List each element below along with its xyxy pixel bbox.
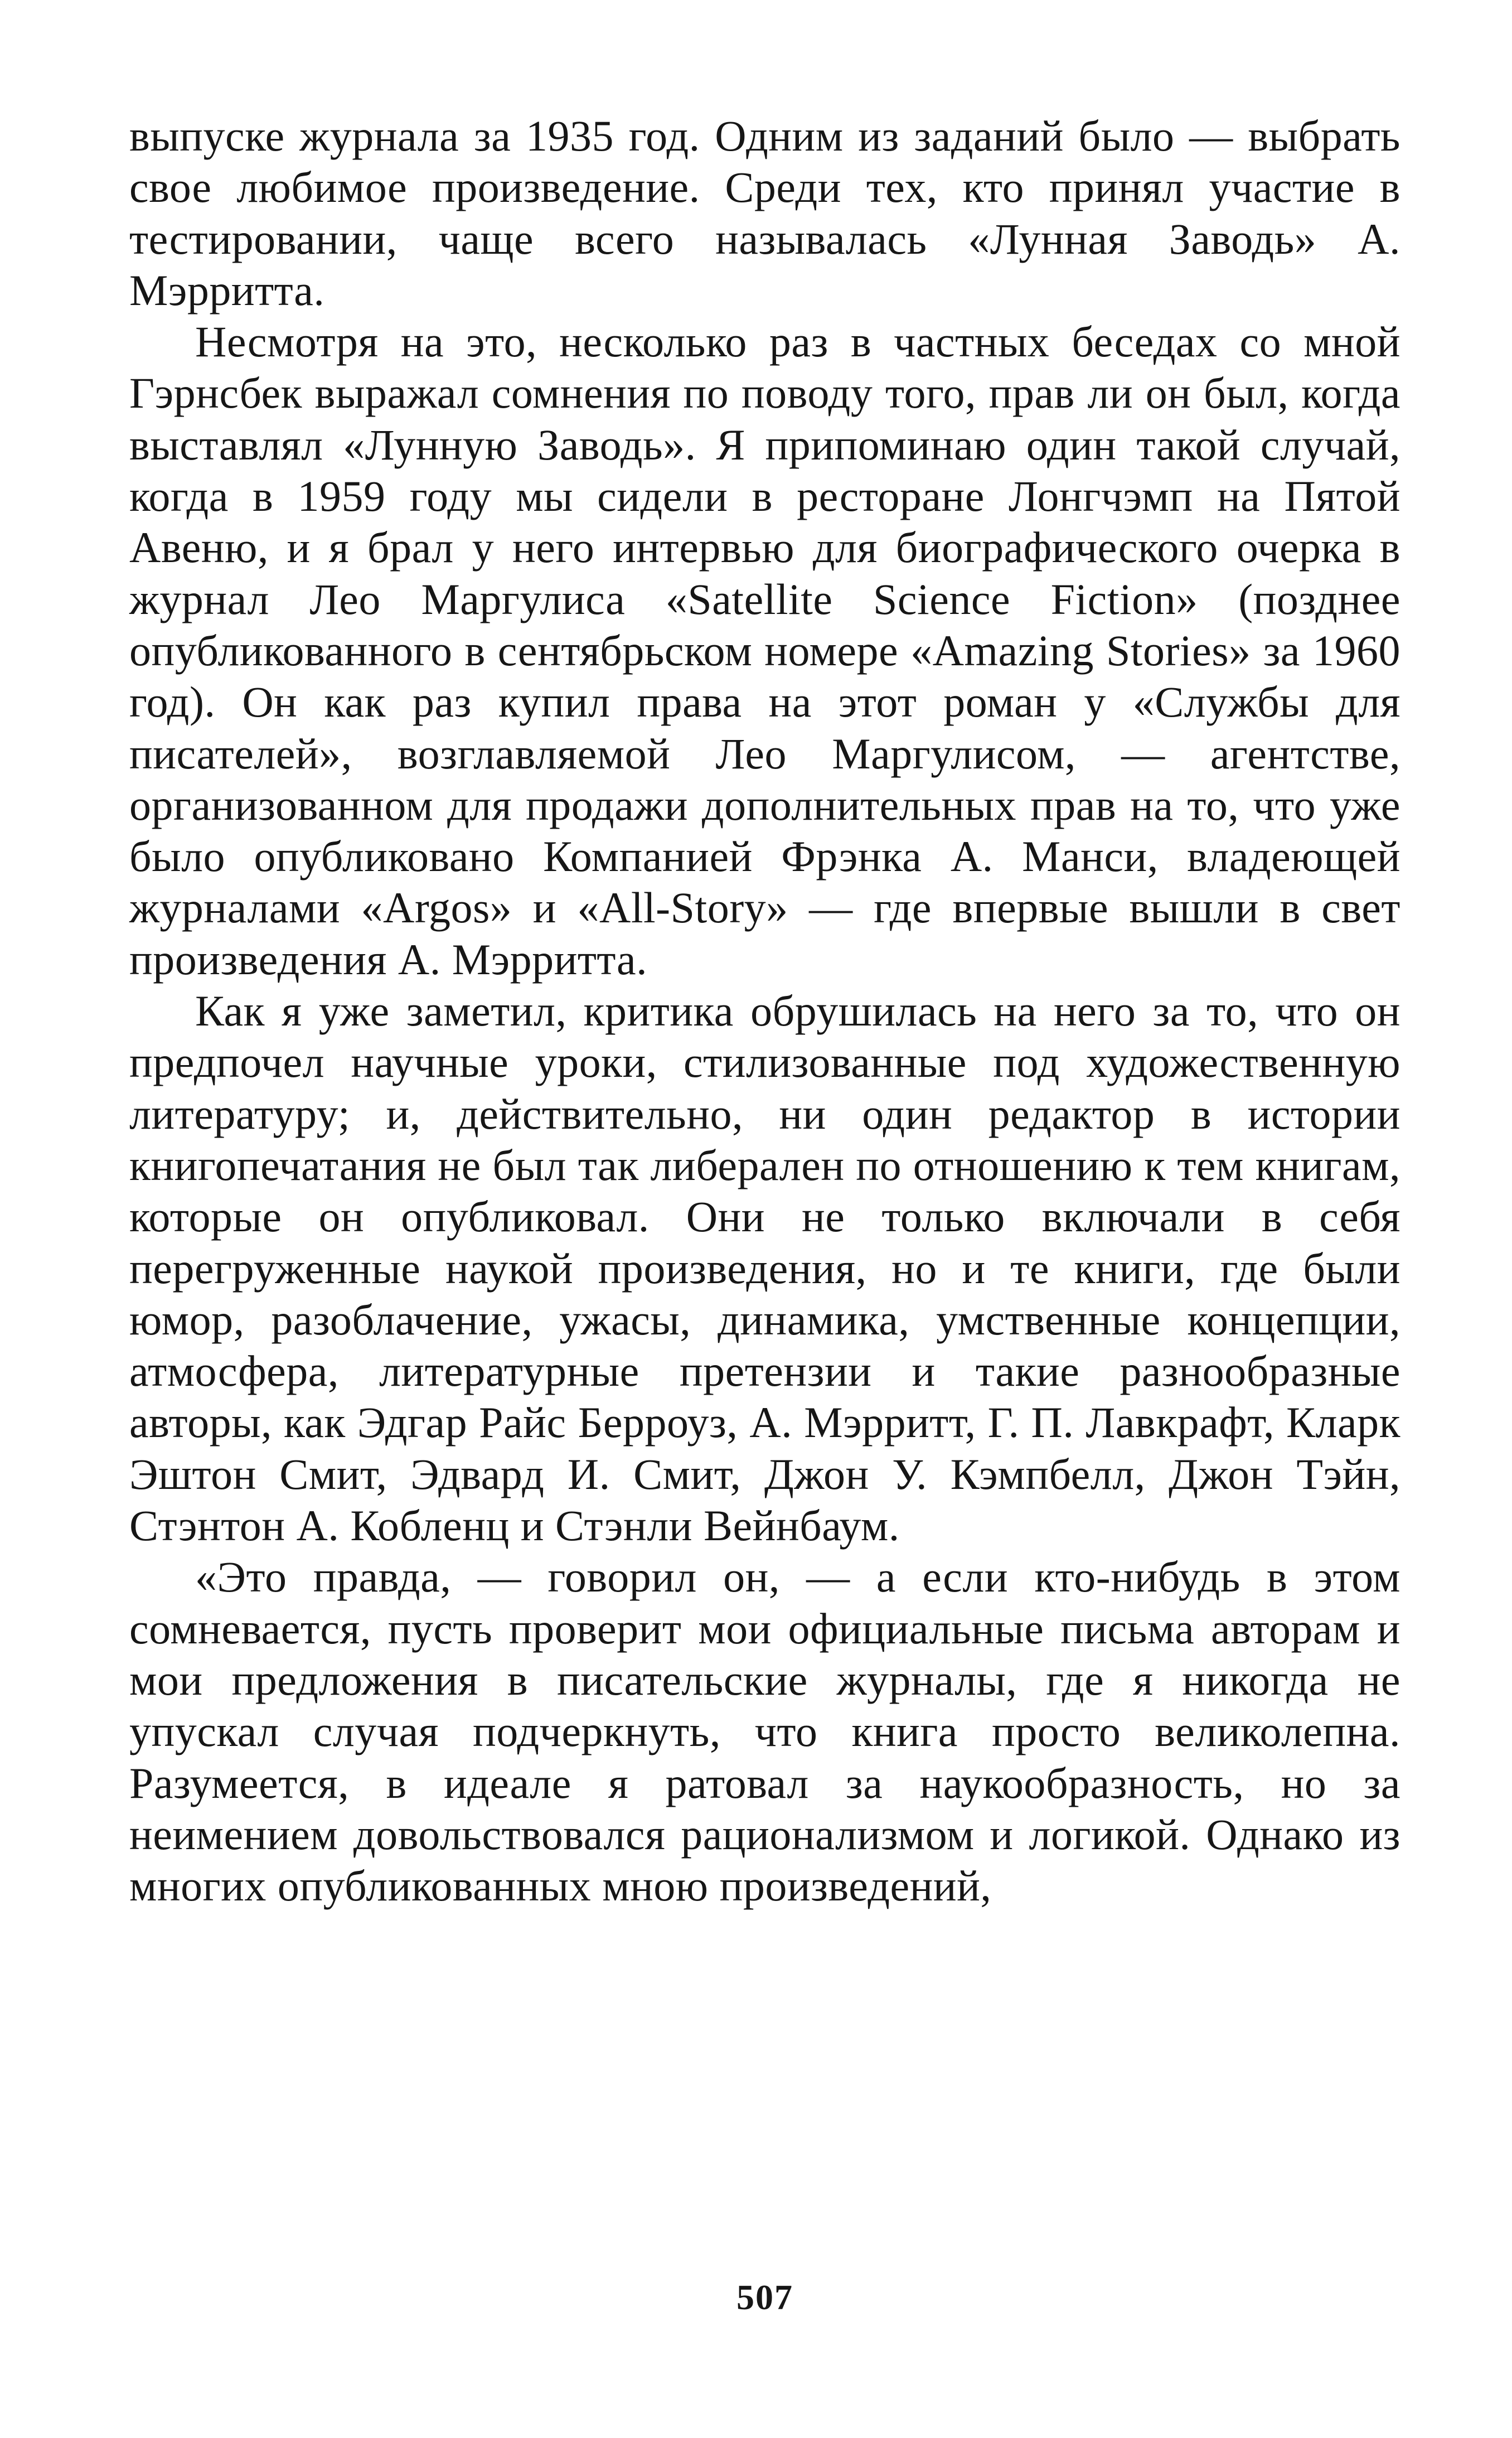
page-number: 507 (736, 2277, 793, 2317)
paragraph: Как я уже заметил, критика обрушилась на него за то, что он предпочел научные уроки, стилизованные под художественную литературу; и, действительно, ни один редактор в истории книгопечатания не был так либерален по отношению к тем книгам, которые он опубликовал. Они не только включали в себя перегруженные наукой произведения, но и те книги, где были юмор, разоблачение, ужасы, динамика, умственные концепции, атмосфера, литературные претензии и такие разнообразные авторы, как Эдгар Райс Берроуз, А. Мэрритт, Г. П. Лавкрафт, Кларк Эштон Смит, Эдвард И. Смит, Джон У. Кэмпбелл, Джон Тэйн, Стэнтон А. Кобленц и Стэнли Вейнбаум. (129, 986, 1400, 1550)
book-page (129, 110, 1400, 2341)
paragraph-continuation: выпуске журнала за 1935 год. Одним из заданий было — выбрать свое любимое произведение. Среди тех, кто принял участие в тестировании, чаще всего называлась «Лунная Заводь» А. Мэрритта. (129, 112, 1400, 315)
body-text (129, 110, 1400, 1912)
paragraph: Несмотря на это, несколько раз в частных беседах со мной Гэрнсбек выражал сомнения по поводу того, прав ли он был, когда выставлял «Лунную Заводь». Я припоминаю один такой случай, когда в 1959 году мы сидели в ресторане Лонгчэмп на Пятой Авеню, и я брал у него интервью для биографического очерка в журнал Лео Маргулиса «Satellite Science Fiction» (позднее опубликованного в сентябрьском номере «Amazing Stories» за 1960 год). Он как раз купил права на этот роман у «Службы для писателей», возглавляемой Лео Маргулисом, — агентстве, организованном для продажи дополнительных прав на то, что уже было опубликовано Компанией Фрэнка А. Манси, владеющей журналами «Argos» и «All-Story» — где впервые вышли в свет произведения А. Мэрритта. (129, 317, 1400, 984)
paragraph: «Это правда, — говорил он, — а если кто-нибудь в этом сомневается, пусть проверит мои официальные письма авторам и мои предложения в писательские журналы, где я никогда не упускал случая подчеркнуть, что книга просто великолепна. Разумеется, в идеале я ратовал за наукообразность, но за неимением довольствовался рационализмом и логикой. Однако из многих опубликованных мною произведений, (129, 1552, 1400, 1910)
